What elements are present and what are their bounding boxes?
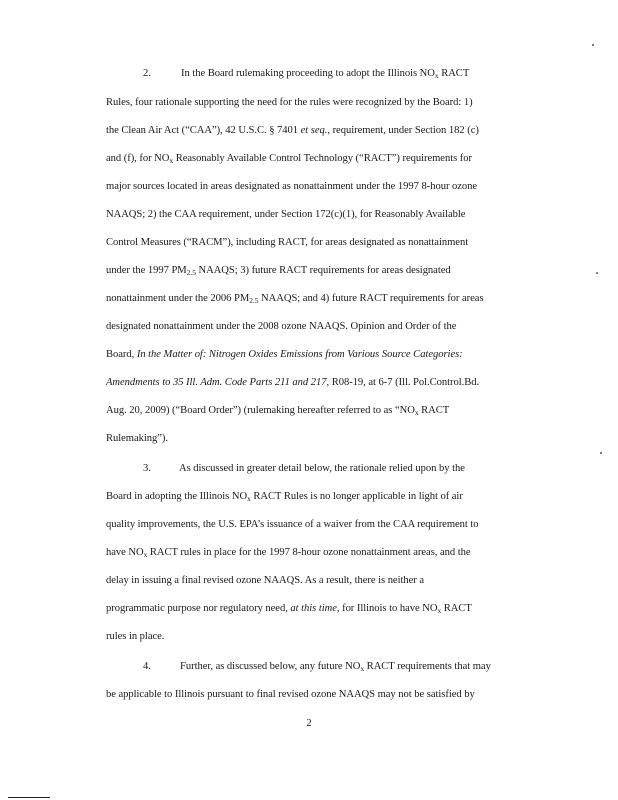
paragraph-2-line-6: NAAQS; 2) the CAA requirement, under Section 172(c)(1), for Reasonably Available bbox=[106, 209, 466, 220]
paragraph-2-line-7: Control Measures (“RACM”), including RACT, for areas designated as nonattainment bbox=[106, 237, 469, 248]
paragraph-3-line-1: As discussed in greater detail below, the rationale relied upon by the bbox=[179, 463, 465, 474]
paragraph-4-line-1: Further, as discussed below, any future $NO_x$ RACT requirements that may bbox=[180, 661, 491, 673]
paragraph-3-line-6: programmatic purpose nor regulatory need, at this time, for Illinois to have $NO_x$ RACT bbox=[106, 603, 472, 615]
paragraph-2-line-14: Rulemaking”). bbox=[106, 433, 169, 444]
paragraph-2-line-12: Amendments to 35 Ill. Adm. Code Parts 211 and 217, R08-19, at 6-7 (Ill. Pol.Control.Bd. bbox=[106, 377, 480, 388]
paragraph-4-line-2: be applicable to Illinois pursuant to final revised ozone NAAQS may not be satisfied by bbox=[106, 689, 475, 700]
paragraph-3-line-7: rules in place. bbox=[106, 631, 165, 642]
paragraph-3-line-4: have $NO_x$ RACT rules in place for the 1997 8-hour ozone nonattainment areas, and the bbox=[106, 547, 471, 559]
paragraph-2-line-3: the Clean Air Act (“CAA”), 42 U.S.C. § 7401 et seq., requirement, under Section 182 (c) bbox=[106, 125, 479, 136]
paragraph-3-line-5: delay in issuing a final revised ozone NAAQS. As a result, there is neither a bbox=[106, 575, 425, 586]
paragraph-2-line-8: under the 1997 $PM_{2.5}$ NAAQS; 3) future RACT requirements for areas designated bbox=[106, 265, 451, 277]
paragraph-2-line-4: and (f), for $NO_x$ Reasonably Available Control Technology (“RACT”) requirements for bbox=[106, 153, 472, 165]
paragraph-2-line-13: Aug. 20, 2009) (“Board Order”) (rulemaking hereafter referred to as “$NO_x$ RACT bbox=[106, 405, 450, 417]
paragraph-3-line-2: Board in adopting the Illinois $NO_x$ RACT Rules is no longer applicable in light of air bbox=[106, 491, 463, 503]
paragraph-2-line-9: nonattainment under the 2006 $PM_{2.5}$ NAAQS; and 4) future RACT requirements for areas bbox=[106, 293, 484, 305]
scan-speck bbox=[600, 452, 602, 454]
scan-speck bbox=[592, 44, 594, 46]
paragraph-2-line-10: designated nonattainment under the 2008 ozone NAAQS. Opinion and Order of the bbox=[106, 321, 457, 332]
scan-speck bbox=[596, 272, 598, 274]
paragraph-2-number: 2. bbox=[143, 68, 151, 79]
paragraph-2-line-2: Rules, four rationale supporting the need for the rules were recognized by the Board: 1) bbox=[106, 97, 473, 108]
paragraph-2-line-1: In the Board rulemaking proceeding to adopt the Illinois $NO_x$ RACT bbox=[181, 68, 470, 80]
paragraph-2-line-5: major sources located in areas designated as nonattainment under the 1997 8-hour ozone bbox=[106, 181, 478, 192]
paragraph-2-line-11: Board, In the Matter of: Nitrogen Oxides Emissions from Various Source Categories: bbox=[106, 349, 463, 360]
paragraph-3-number: 3. bbox=[143, 463, 151, 474]
paragraph-3-line-3: quality improvements, the U.S. EPA’s issuance of a waiver from the CAA requirement to bbox=[106, 519, 479, 530]
footnote-separator bbox=[8, 797, 50, 798]
paragraph-4-number: 4. bbox=[143, 661, 151, 672]
page-number: 2 bbox=[306, 718, 312, 729]
